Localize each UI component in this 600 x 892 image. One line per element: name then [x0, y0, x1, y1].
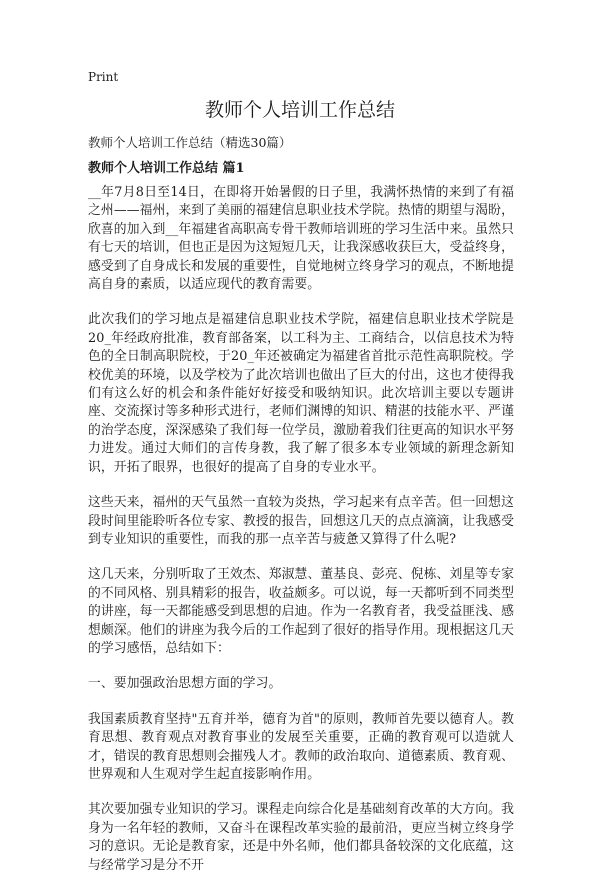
paragraph-7: 其次要加强专业知识的学习。课程走向综合化是基础刻育改革的大方向。我身为一名年轻的教师，又奋斗在课程改革实验的最前沿，更应当树立终身学习的意识。无论是教育家，还是中外名师，他们都具备较深的文化底蕴，这与经常学习是分不开 — [88, 802, 514, 873]
paragraph-2: 此次我们的学习地点是福建信息职业技术学院，福建信息职业技术学院是20_年经政府批准，教育部备案，以工科为主、工商结合，以信息技术为特色的全日制高职院校，于20_年还被确定为福建省首批示范性高职院校。学校优美的环境，以及学校为了此次培训也做出了巨大的付出，这也才使得我们有这么好的机会和条件能好好接受和吸纳知识。此次培训主要以专题讲座、交流探讨等多种形式进行，老师们渊博的知识、精湛的技能水平、严谨的治学态度，深深感染了我们每一位学员，激励着我们往更高的知识水平努力进发。通过大师们的言传身教，我了解了很多本专业领域的新理念新知识，开拓了眼界，也很好的提高了自身的专业水平。 — [88, 312, 514, 475]
page-title: 教师个人培训工作总结 — [204, 99, 395, 121]
paragraph-5-heading: 一、要加强政治思想方面的学习。 — [88, 676, 282, 692]
article-body — [88, 184, 514, 892]
paragraph-6: 我国素质教育坚持"五育并举，德育为首"的原则，教师首先要以德育人。教育思想、教育观点对教育事业的发展至关重要，正确的教育观可以造就人才，错误的教育思想则会摧残人才。教师的政治取向、道德素质、教育观、世界观和人生观对学生起直接影响作用。 — [88, 711, 514, 782]
paragraph-4: 这几天来，分别听取了王效杰、郑淑慧、董基良、彭亮、倪栋、刘星等专家的不同风格、别具精彩的报告，收益颇多。可以说，每一天都听到不同类型的讲座，每一天都能感受到思想的启迪。作为一名教育者，我受益匪浅、感想颇深。他们的讲座为我今后的工作起到了很好的指导作用。现根据这几天的学习感悟，总结如下： — [88, 567, 514, 656]
paragraph-1: __年7月8日至14日，在即将开始暑假的日子里，我满怀热情的来到了有福之州——福州，来到了美丽的福建信息职业技术学院。热情的期望与渴盼，欣喜的加入到__年福建省高职高专骨干教师培训班的学习生活中来。虽然只有七天的培训，但也正是因为这短短几天，让我深感收获巨大，受益终身，感受到了自身成长和发展的重要性，自觉地树立终身学习的观点，不断地提高自身的素质，以适应现代的教育需要。 — [88, 185, 514, 293]
paragraph-3: 这些天来，福州的天气虽然一直较为炎热，学习起来有点辛苦。但一回想这段时间里能聆听各位专家、教授的报告，回想这几天的点点滴滴，让我感受到专业知识的重要性，而我的那一点辛苦与疲惫又算得了什么呢? — [88, 495, 514, 547]
document-subtitle: 教师个人培训工作总结（精选30篇） — [88, 135, 292, 150]
section-heading: 教师个人培训工作总结 篇1 — [88, 161, 245, 176]
print-link[interactable]: Print — [88, 70, 119, 84]
